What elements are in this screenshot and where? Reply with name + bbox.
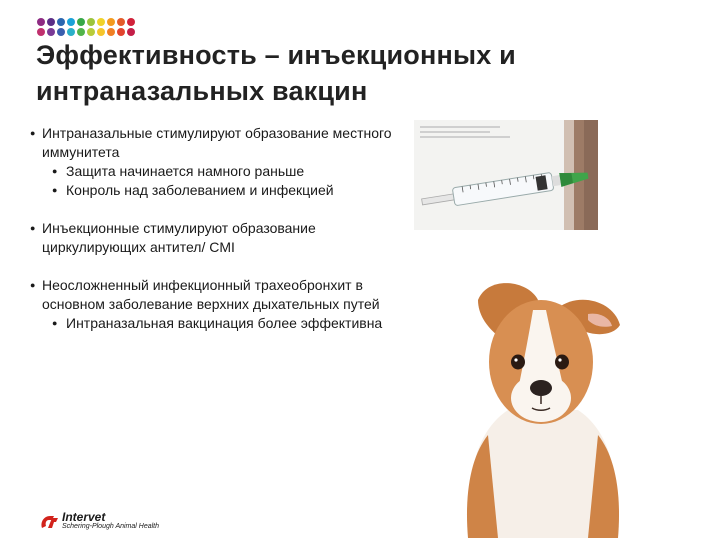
sub-bullet-control: ● Конроль над заболеванием и инфекцией — [30, 181, 460, 200]
bullet-list — [30, 124, 460, 333]
dot — [67, 28, 75, 36]
dot — [67, 18, 75, 26]
dot — [117, 28, 125, 36]
dot — [97, 28, 105, 36]
bullet-intranasal: ● Интраназальные стимулируют образование местного иммунитета — [30, 124, 397, 162]
sub-bullet-intranasal-effective: ● Интраназальная вакцинация более эффективна — [30, 314, 460, 333]
dot — [47, 18, 55, 26]
dot — [77, 18, 85, 26]
dog-photo — [438, 270, 644, 538]
dot — [127, 28, 135, 36]
title-line-2: интраназальных вакцин — [36, 76, 368, 106]
logo-subtitle: Schering-Plough Animal Health — [62, 523, 160, 530]
dot — [87, 28, 95, 36]
dot — [117, 18, 125, 26]
dot — [57, 28, 65, 36]
intervet-logo — [38, 510, 178, 536]
sub-bullet-protection: ● Защита начинается намного раньше — [30, 162, 460, 181]
dot — [77, 28, 85, 36]
dot — [97, 18, 105, 26]
syringe-image — [414, 120, 598, 230]
logo-name: Intervet — [62, 510, 106, 524]
dot — [57, 18, 65, 26]
title-line-1: Эффективность – инъекционных и — [36, 40, 516, 70]
dot — [87, 18, 95, 26]
slide-title — [36, 37, 636, 109]
dot — [107, 28, 115, 36]
dot — [37, 28, 45, 36]
intervet-logo-mark — [38, 510, 60, 532]
dot — [47, 28, 55, 36]
bullet-tracheobronchitis: ● Неосложненный инфекционный трахеобронхит в основном заболевание верхних дыхательных путей — [30, 276, 422, 314]
dot — [107, 18, 115, 26]
dot — [37, 18, 45, 26]
bullet-injectable: ● Инъекционные стимулируют образование циркулирующих антител/ CMI — [30, 219, 382, 257]
dot — [127, 18, 135, 26]
